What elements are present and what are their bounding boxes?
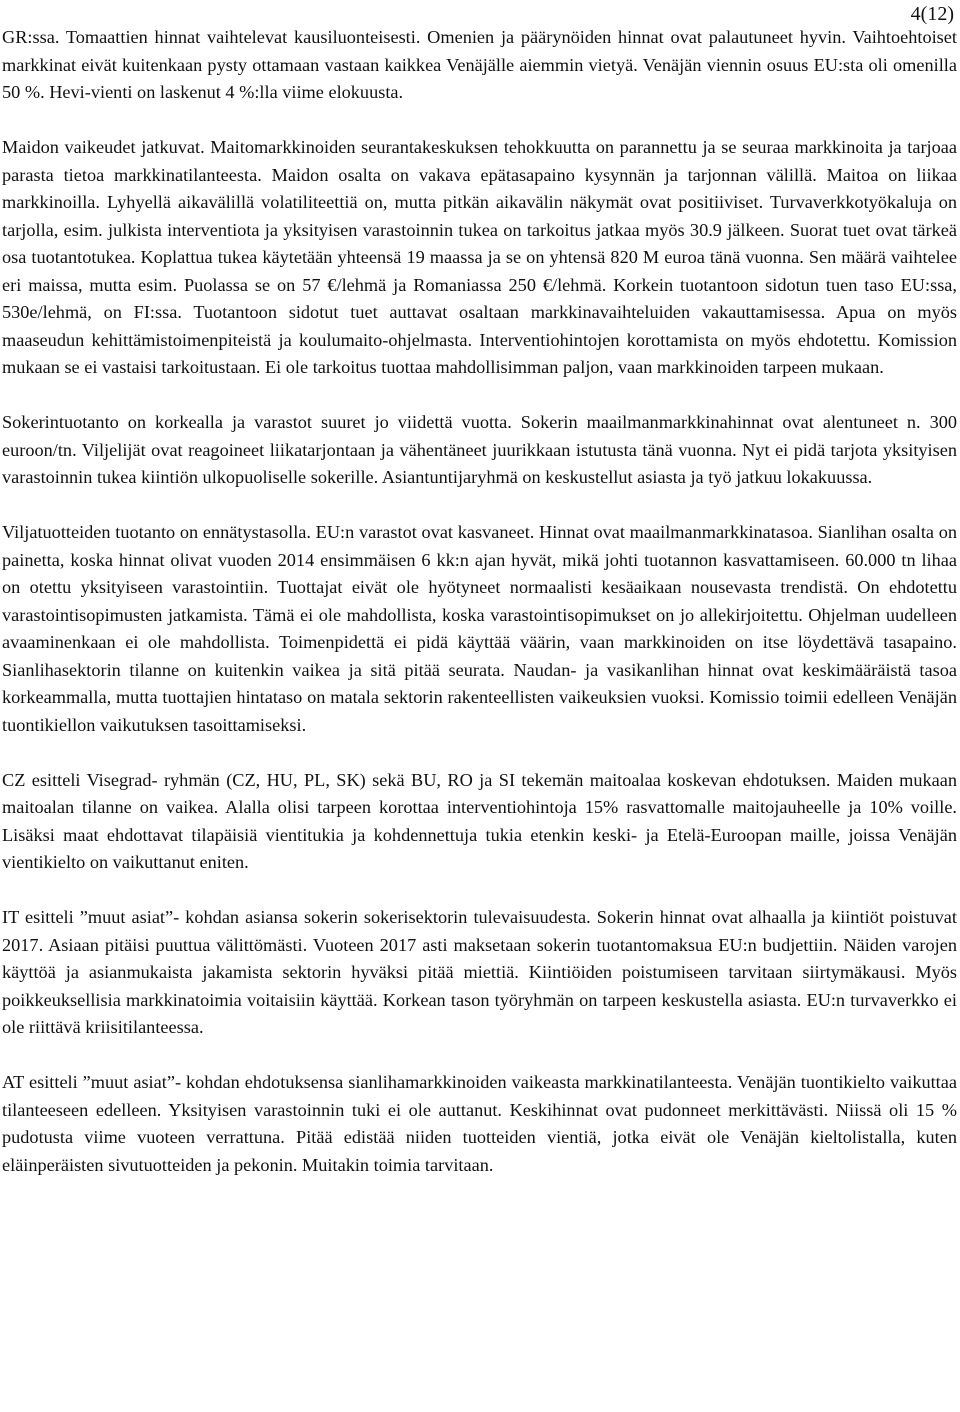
paragraph-gr-fruit-vegetables: [2, 24, 957, 107]
paragraph-cereals-meat: [2, 519, 957, 739]
paragraph-text: Maidon vaikeudet jatkuvat. Maitomarkkinoiden seurantakeskuksen tehokkuutta on parannettu ja se seuraa markkinoita ja tarjoaa parasta tietoa markkinatilanteesta. Maidon osalta on vakava epätasapaino kysynnän ja tarjonnan välillä. Maitoa on liikaa markkinoilla. Lyhyellä aikavälillä volatiliteettiä on, mutta pitkän aikavälin näkymät ovat positiiviset. Turvaverkkotyökaluja on tarjolla, esim. julkista interventiota ja yksityisen varastoinnin tukea on tarkoitus jatkaa myös 30.9 jälkeen. Suorat tuet ovat tärkeä osa tuotantotukea. Koplattua tukea käytetään yhteensä 19 maassa ja se on yhtensä 820 M euroa tänä vuonna. Sen määrä vaihtelee eri maissa, mutta esim. Puolassa se on 57 €/lehmä ja Romaniassa 250 €/lehmä. Korkein tuotantoon sidotun tuen taso EU:ssa, 530e/lehmä, on FI:ssa. Tuotantoon sidotut tuet auttavat osaltaan markkinavaihteluiden vakauttamisessa. Apua on myös maaseudun kehittämistoimenpiteistä ja koulumaito-ohjelmasta. Interventiohintojen korottamista on myös ehdotettu. Komission mukaan se ei vastaisi tarkoitustaan. Ei ole tarkoitus tuottaa mahdollisimman paljon, vaan markkinoiden tarpeen mukaan.: [2, 137, 957, 377]
paragraph-at-pigmeat: [2, 1069, 957, 1179]
paragraph-cz-proposal: [2, 767, 957, 877]
paragraph-sugar: [2, 409, 957, 492]
paragraph-text: IT esitteli ”muut asiat”- kohdan asiansa sokerin sokerisektorin tulevaisuudesta. Sokerin hinnat ovat alhaalla ja kiintiöt poistuvat 2017. Asiaan pitäisi puuttua välittömästi. Vuoteen 2017 asti maksetaan sokerin tuotantomaksua EU:n budjettiin. Näiden varojen käyttöä ja asianmukaista jakamista sektorin hyväksi pitää miettiä. Kiintiöiden poistumiseen tarvitaan siirtymäkausi. Myös poikkeuksellisia markkinatoimia voitaisiin käyttää. Korkean tason työryhmän on tarpeen keskustella asiasta. EU:n turvaverkko ei ole riittävä kriisitilanteessa.: [2, 907, 957, 1037]
paragraph-text: CZ esitteli Visegrad- ryhmän (CZ, HU, PL, SK) sekä BU, RO ja SI tekemän maitoalaa koskevan ehdotuksen. Maiden mukaan maitoalan tilanne on vaikea. Alalla olisi tarpeen korottaa interventiohintoja 15% rasvattomalle maitojauheelle ja 10% voille. Lisäksi maat ehdottavat tilapäisiä vientitukia ja kohdennettuja tukia etenkin keski- ja Etelä-Euroopan maille, joissa Venäjän vientikielto on vaikuttanut eniten.: [2, 769, 957, 872]
paragraph-milk: [2, 134, 957, 382]
page-number: 4(12): [910, 3, 954, 25]
paragraph-text: GR:ssa. Tomaattien hinnat vaihtelevat kausiluonteisesti. Omenien ja päärynöiden hinnat ovat palautuneet hyvin. Vaihtoehtoiset markkinat eivät kuitenkaan pysty ottamaan vastaan kaikkea Venäjälle aiemmin vietyä. Venäjän viennin osuus EU:sta oli omenilla 50 %. Hevi-vienti on laskenut 4 %:lla viime elokuusta.: [2, 27, 957, 102]
document-body: [2, 24, 957, 1179]
paragraph-text: Sokerintuotanto on korkealla ja varastot suuret jo viidettä vuotta. Sokerin maailmanmarkkinahinnat ovat alentuneet n. 300 euroon/tn. Viljelijät ovat reagoineet liikatarjontaan ja vähentäneet juurikkaan istutusta tänä vuonna. Nyt ei pidä tarjota yksityisen varastoinnin tukea kiintiön ulkopuoliselle sokerille. Asiantuntijaryhmä on keskustellut asiasta ja työ jatkuu lokakuussa.: [2, 412, 957, 487]
paragraph-text: AT esitteli ”muut asiat”- kohdan ehdotuksensa sianlihamarkkinoiden vaikeasta markkinatilanteesta. Venäjän tuontikielto vaikuttaa tilanteeseen edelleen. Yksityisen varastoinnin tuki ei ole auttanut. Keskihinnat ovat pudonneet merkittävästi. Niissä oli 15 % pudotusta viime vuoteen verrattuna. Pitää edistää niiden tuotteiden vientiä, jotka eivät ole Venäjän kieltolistalla, kuten eläinperäisten sivutuotteiden ja pekonin. Muitakin toimia tarvitaan.: [2, 1072, 957, 1175]
paragraph-it-sugar: [2, 904, 957, 1042]
paragraph-text: Viljatuotteiden tuotanto on ennätystasolla. EU:n varastot ovat kasvaneet. Hinnat ovat maailmanmarkkinatasoa. Sianlihan osalta on painetta, koska hinnat olivat vuoden 2014 ensimmäisen 6 kk:n ajan hyvät, mikä johti tuotannon kasvattamiseen. 60.000 tn lihaa on otettu yksityiseen varastointiin. Tuottajat eivät ole hyötyneet normaalisti kesäaikaan nousevasta trendistä. On ehdotettu varastointisopimusten jatkamista. Tämä ei ole mahdollista, koska varastointisopimukset on jo allekirjoitettu. Ohjelman uudelleen avaaminenkaan ei ole mahdollista. Toimenpidettä ei pidä käyttää väärin, vaan markkinoiden on itse löydettävä tasapaino. Sianlihasektorin tilanne on kuitenkin vaikea ja sitä pitää seurata. Naudan- ja vasikanlihan hinnat ovat keskimääräistä tasoa korkeammalla, mutta tuottajien hintataso on matala sektorin rakenteellisten vaikeuksien vuoksi. Komissio toimii edelleen Venäjän tuontikiellon vaikutuksen tasoittamiseksi.: [2, 522, 957, 735]
